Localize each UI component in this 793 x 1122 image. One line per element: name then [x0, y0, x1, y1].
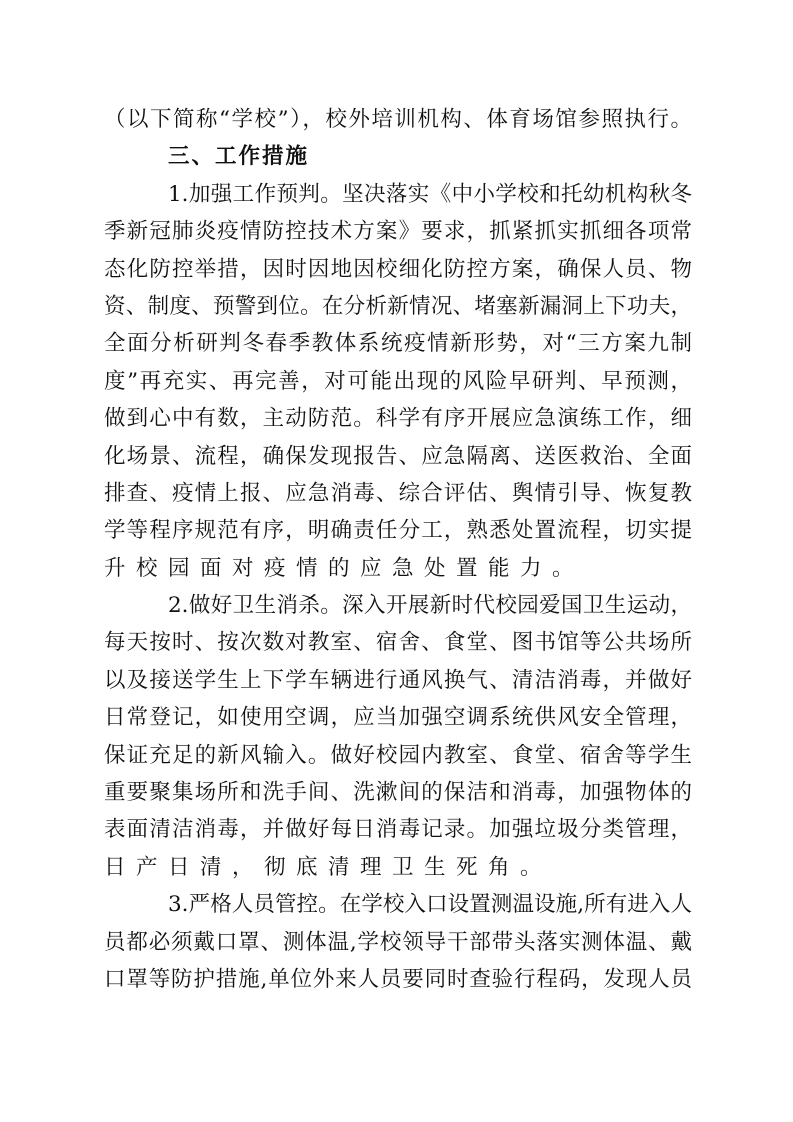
text-line: 日产日清，彻底清理卫生死角。: [104, 854, 553, 880]
text-line: 季新冠肺炎疫情防控技术方案》要求，抓紧抓实抓细各项常: [104, 219, 692, 245]
paragraph-2: [104, 587, 692, 886]
text-line: 保证充足的新风输入。做好校园内教室、食堂、宿舍等学生: [104, 742, 692, 768]
document-page: [104, 101, 692, 998]
text-line: 态化防控举措，因时因地因校细化防控方案，确保人员、物: [104, 256, 692, 282]
text-line: 度”再充实、再完善，对可能出现的风险早研判、早预测，: [104, 368, 692, 394]
text-line: 做到心中有数，主动防范。科学有序开展应急演练工作，细: [104, 406, 692, 432]
text-line: 资、制度、预警到位。在分析新情况、堵塞新漏洞上下功夫，: [104, 293, 692, 319]
paragraph-3: [104, 886, 692, 998]
text-line: 重要聚集场所和洗手间、洗漱间的保洁和消毒，加强物体的: [104, 780, 692, 806]
text-line: 员都必须戴口罩、测体温,学校领导干部带头落实测体温、戴: [104, 929, 692, 955]
text-line: 学等程序规范有序，明确责任分工，熟悉处置流程，切实提: [104, 518, 692, 544]
section-heading: 三、工作措施: [168, 144, 310, 170]
text-line: 表面清洁消毒，并做好每日消毒记录。加强垃圾分类管理，: [104, 817, 692, 843]
text-line: 2.做好卫生消杀。深入开展新时代校园爱国卫生运动，: [168, 593, 692, 619]
text-line: 化场景、流程，确保发现报告、应急隔离、送医救治、全面: [104, 443, 692, 469]
text-line: 全面分析研判冬春季教体系统疫情新形势，对“三方案九制: [104, 331, 692, 357]
text-line: 以及接送学生上下学车辆进行通风换气、清洁消毒，并做好: [104, 667, 692, 693]
intro-line: （以下简称“学校”），校外培训机构、体育场馆参照执行。: [104, 107, 692, 132]
text-line: 升校园面对疫情的应急处置能力。: [104, 555, 585, 581]
text-line: 排查、疫情上报、应急消毒、综合评估、舆情引导、恢复教: [104, 480, 692, 506]
document-body: [104, 176, 692, 999]
text-line: 口罩等防护措施,单位外来人员要同时查验行程码，发现人员: [104, 966, 692, 992]
text-line: 3.严格人员管控。在学校入口设置测温设施,所有进入人: [168, 892, 692, 918]
text-line: 1.加强工作预判。坚决落实《中小学校和托幼机构秋冬: [168, 181, 692, 207]
paragraph-1: [104, 176, 692, 587]
text-line: 日常登记，如使用空调，应当加强空调系统供风安全管理，: [104, 705, 692, 731]
text-line: 每天按时、按次数对教室、宿舍、食堂、图书馆等公共场所: [104, 630, 692, 656]
